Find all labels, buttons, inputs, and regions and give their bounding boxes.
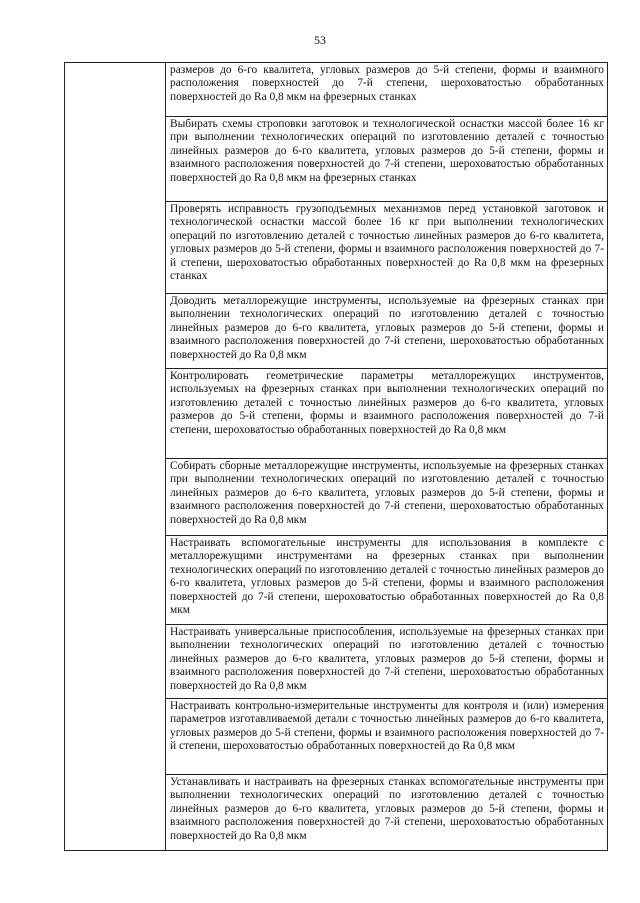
left-column-cell	[65, 63, 166, 851]
cell-text: Контролировать геометрические параметры металлорежущих инструментов, используемых на фрезерных станках при выполнении технологических операций по изготовлению деталей с точностью линейных размеров до 6-го квалитета, угловых размеров до 5-й степени, формы и взаимного расположения поверхностей до 7-й степени, шероховатостью обработанных поверхностей до Ra 0,8 мкм	[170, 370, 604, 436]
table-cell	[166, 202, 608, 294]
cell-text: размеров до 6-го квалитета, угловых размеров до 5-й степени, формы и взаимного расположения поверхностей до 7-й степени, шероховатостью обработанных поверхностей до Ra 0,8 мкм на фрезерных станках	[170, 64, 604, 103]
table-cell	[166, 625, 608, 699]
table-cell	[166, 63, 608, 117]
requirements-table	[64, 62, 608, 851]
table-row	[65, 63, 608, 117]
cell-text: Устанавливать и настраивать на фрезерных станках вспомогательные инструменты при выполнении технологических операций по изготовлению деталей с точностью линейных размеров до 6-го квалитета, угловых размеров до 5-й степени, формы и взаимного расположения поверхностей до 7-й степени, шероховатостью обработанных поверхностей до Ra 0,8 мкм	[170, 776, 604, 842]
table-cell	[166, 459, 608, 536]
table-cell	[166, 369, 608, 459]
cell-text: Настраивать вспомогательные инструменты для использования в комплекте с металлорежущими инструментами на фрезерных станках при выполнении технологических операций по изготовлению деталей с точностью линейных размеров до 6-го квалитета, угловых размеров до 5-й степени, формы и взаимного расположения поверхностей до 7-й степени, шероховатостью обработанных поверхностей до Ra 0,8 мкм	[170, 537, 604, 617]
table-cell	[166, 699, 608, 775]
cell-text: Настраивать универсальные приспособления, используемые на фрезерных станках при выполнении технологических операций по изготовлению деталей с точностью линейных размеров до 6-го квалитета, угловых размеров до 5-й степени, формы и взаимного расположения поверхностей до 7-й степени, шероховатостью обработанных поверхностей до Ra 0,8 мкм	[170, 626, 604, 692]
cell-text: Собирать сборные металлорежущие инструменты, используемые на фрезерных станках при выполнении технологических операций по изготовлению деталей с точностью линейных размеров до 6-го квалитета, угловых размеров до 5-й степени, формы и взаимного расположения поверхностей до 7-й степени, шероховатостью обработанных поверхностей до Ra 0,8 мкм	[170, 460, 604, 526]
table-cell	[166, 775, 608, 851]
table-cell	[166, 294, 608, 369]
cell-text: Доводить металлорежущие инструменты, используемые на фрезерных станках при выполнении технологических операций по изготовлению деталей с точностью линейных размеров до 6-го квалитета, угловых размеров до 5-й степени, формы и взаимного расположения поверхностей до 7-й степени, шероховатостью обработанных поверхностей до Ra 0,8 мкм	[170, 295, 604, 361]
cell-text: Настраивать контрольно-измерительные инструменты для контроля и (или) измерения параметров изготавливаемой детали с точностью линейных размеров до 6-го квалитета, угловых размеров до 5-й степени, формы и взаимного расположения поверхностей до 7-й степени, шероховатостью обработанных поверхностей до Ra 0,8 мкм	[170, 700, 604, 753]
page-number: 53	[314, 33, 326, 47]
table-cell	[166, 536, 608, 625]
cell-text: Проверять исправность грузоподъемных механизмов перед установкой заготовок и технологической оснастки массой более 16 кг при выполнении технологических операций по изготовлению деталей с точностью линейных размеров до 6-го квалитета, угловых размеров до 5-й степени, формы и взаимного расположения поверхностей до 7-й степени, шероховатостью обработанных поверхностей до Ra 0,8 мкм на фрезерных станках	[170, 203, 604, 283]
table-cell	[166, 117, 608, 202]
cell-text: Выбирать схемы строповки заготовок и технологической оснастки массой более 16 кг при выполнении технологических операций по изготовлению деталей с точностью линейных размеров до 6-го квалитета, угловых размеров до 5-й степени, формы и взаимного расположения поверхностей до 7-й степени, шероховатостью обработанных поверхностей до Ra 0,8 мкм на фрезерных станках	[170, 118, 604, 184]
